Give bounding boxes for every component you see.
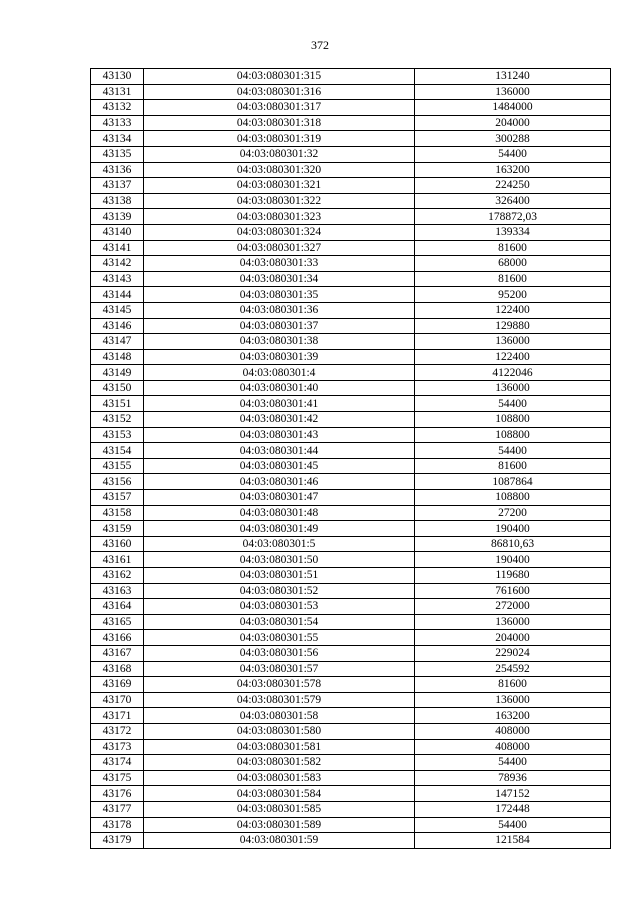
- table-row: [91, 209, 611, 225]
- cadastral-number-cell: 04:03:080301:578: [144, 677, 415, 693]
- value-cell: 81600: [415, 240, 611, 256]
- row-number-cell: 43149: [91, 365, 144, 381]
- value-cell: 81600: [415, 677, 611, 693]
- row-number-cell: 43145: [91, 302, 144, 318]
- value-cell: 136000: [415, 614, 611, 630]
- table-row: [91, 490, 611, 506]
- row-number-cell: 43157: [91, 490, 144, 506]
- value-cell: 147152: [415, 786, 611, 802]
- table-row: [91, 739, 611, 755]
- row-number-cell: 43159: [91, 521, 144, 537]
- table-row: [91, 84, 611, 100]
- value-cell: 54400: [415, 755, 611, 771]
- cadastral-number-cell: 04:03:080301:57: [144, 661, 415, 677]
- value-cell: 190400: [415, 521, 611, 537]
- cadastral-number-cell: 04:03:080301:581: [144, 739, 415, 755]
- value-cell: 81600: [415, 458, 611, 474]
- cadastral-number-cell: 04:03:080301:56: [144, 645, 415, 661]
- value-cell: 54400: [415, 817, 611, 833]
- cadastral-number-cell: 04:03:080301:317: [144, 100, 415, 116]
- row-number-cell: 43142: [91, 256, 144, 272]
- table-row: [91, 302, 611, 318]
- value-cell: 204000: [415, 115, 611, 131]
- cadastral-number-cell: 04:03:080301:589: [144, 817, 415, 833]
- cadastral-number-cell: 04:03:080301:5: [144, 536, 415, 552]
- value-cell: 108800: [415, 490, 611, 506]
- table-row: [91, 677, 611, 693]
- table-row: [91, 193, 611, 209]
- value-cell: 54400: [415, 146, 611, 162]
- value-cell: 1484000: [415, 100, 611, 116]
- value-cell: 178872,03: [415, 209, 611, 225]
- cadastral-number-cell: 04:03:080301:51: [144, 568, 415, 584]
- cadastral-number-cell: 04:03:080301:48: [144, 505, 415, 521]
- registry-table-body: [91, 69, 611, 849]
- table-row: [91, 458, 611, 474]
- table-row: [91, 474, 611, 490]
- value-cell: 121584: [415, 833, 611, 849]
- cadastral-number-cell: 04:03:080301:45: [144, 458, 415, 474]
- cadastral-number-cell: 04:03:080301:53: [144, 599, 415, 615]
- row-number-cell: 43176: [91, 786, 144, 802]
- cadastral-number-cell: 04:03:080301:33: [144, 256, 415, 272]
- row-number-cell: 43146: [91, 318, 144, 334]
- row-number-cell: 43151: [91, 396, 144, 412]
- table-row: [91, 755, 611, 771]
- value-cell: 408000: [415, 739, 611, 755]
- table-row: [91, 645, 611, 661]
- table-row: [91, 770, 611, 786]
- table-row: [91, 396, 611, 412]
- row-number-cell: 43140: [91, 224, 144, 240]
- table-row: [91, 131, 611, 147]
- table-row: [91, 833, 611, 849]
- table-row: [91, 224, 611, 240]
- cadastral-number-cell: 04:03:080301:32: [144, 146, 415, 162]
- row-number-cell: 43175: [91, 770, 144, 786]
- value-cell: 254592: [415, 661, 611, 677]
- cadastral-number-cell: 04:03:080301:43: [144, 427, 415, 443]
- table-row: [91, 801, 611, 817]
- row-number-cell: 43156: [91, 474, 144, 490]
- row-number-cell: 43141: [91, 240, 144, 256]
- table-row: [91, 318, 611, 334]
- cadastral-number-cell: 04:03:080301:579: [144, 692, 415, 708]
- cadastral-number-cell: 04:03:080301:584: [144, 786, 415, 802]
- table-row: [91, 614, 611, 630]
- row-number-cell: 43162: [91, 568, 144, 584]
- cadastral-number-cell: 04:03:080301:59: [144, 833, 415, 849]
- row-number-cell: 43147: [91, 334, 144, 350]
- table-row: [91, 412, 611, 428]
- table-row: [91, 271, 611, 287]
- value-cell: 136000: [415, 84, 611, 100]
- cadastral-number-cell: 04:03:080301:582: [144, 755, 415, 771]
- value-cell: 95200: [415, 287, 611, 303]
- row-number-cell: 43148: [91, 349, 144, 365]
- cadastral-number-cell: 04:03:080301:41: [144, 396, 415, 412]
- row-number-cell: 43134: [91, 131, 144, 147]
- row-number-cell: 43167: [91, 645, 144, 661]
- row-number-cell: 43152: [91, 412, 144, 428]
- cadastral-number-cell: 04:03:080301:585: [144, 801, 415, 817]
- row-number-cell: 43177: [91, 801, 144, 817]
- cadastral-number-cell: 04:03:080301:34: [144, 271, 415, 287]
- cadastral-number-cell: 04:03:080301:327: [144, 240, 415, 256]
- cadastral-number-cell: 04:03:080301:318: [144, 115, 415, 131]
- table-row: [91, 162, 611, 178]
- row-number-cell: 43165: [91, 614, 144, 630]
- row-number-cell: 43139: [91, 209, 144, 225]
- cadastral-number-cell: 04:03:080301:58: [144, 708, 415, 724]
- value-cell: 129880: [415, 318, 611, 334]
- row-number-cell: 43133: [91, 115, 144, 131]
- cadastral-number-cell: 04:03:080301:583: [144, 770, 415, 786]
- cadastral-number-cell: 04:03:080301:322: [144, 193, 415, 209]
- cadastral-number-cell: 04:03:080301:323: [144, 209, 415, 225]
- cadastral-number-cell: 04:03:080301:324: [144, 224, 415, 240]
- row-number-cell: 43160: [91, 536, 144, 552]
- value-cell: 326400: [415, 193, 611, 209]
- row-number-cell: 43144: [91, 287, 144, 303]
- cadastral-number-cell: 04:03:080301:35: [144, 287, 415, 303]
- row-number-cell: 43131: [91, 84, 144, 100]
- cadastral-number-cell: 04:03:080301:39: [144, 349, 415, 365]
- value-cell: 163200: [415, 708, 611, 724]
- value-cell: 139334: [415, 224, 611, 240]
- row-number-cell: 43137: [91, 178, 144, 194]
- table-row: [91, 817, 611, 833]
- table-row: [91, 630, 611, 646]
- cadastral-number-cell: 04:03:080301:321: [144, 178, 415, 194]
- cadastral-number-cell: 04:03:080301:319: [144, 131, 415, 147]
- value-cell: 68000: [415, 256, 611, 272]
- row-number-cell: 43171: [91, 708, 144, 724]
- value-cell: 1087864: [415, 474, 611, 490]
- value-cell: 108800: [415, 412, 611, 428]
- row-number-cell: 43158: [91, 505, 144, 521]
- row-number-cell: 43166: [91, 630, 144, 646]
- table-row: [91, 443, 611, 459]
- table-row: [91, 380, 611, 396]
- table-row: [91, 427, 611, 443]
- value-cell: 86810,63: [415, 536, 611, 552]
- registry-table: [90, 68, 611, 849]
- cadastral-number-cell: 04:03:080301:44: [144, 443, 415, 459]
- value-cell: 229024: [415, 645, 611, 661]
- table-row: [91, 536, 611, 552]
- row-number-cell: 43173: [91, 739, 144, 755]
- row-number-cell: 43174: [91, 755, 144, 771]
- cadastral-number-cell: 04:03:080301:50: [144, 552, 415, 568]
- row-number-cell: 43179: [91, 833, 144, 849]
- table-row: [91, 583, 611, 599]
- cadastral-number-cell: 04:03:080301:54: [144, 614, 415, 630]
- table-row: [91, 661, 611, 677]
- value-cell: 78936: [415, 770, 611, 786]
- value-cell: 81600: [415, 271, 611, 287]
- value-cell: 119680: [415, 568, 611, 584]
- table-row: [91, 256, 611, 272]
- table-row: [91, 240, 611, 256]
- value-cell: 122400: [415, 302, 611, 318]
- cadastral-number-cell: 04:03:080301:42: [144, 412, 415, 428]
- table-row: [91, 505, 611, 521]
- value-cell: 761600: [415, 583, 611, 599]
- table-row: [91, 599, 611, 615]
- row-number-cell: 43143: [91, 271, 144, 287]
- cadastral-number-cell: 04:03:080301:46: [144, 474, 415, 490]
- row-number-cell: 43138: [91, 193, 144, 209]
- table-row: [91, 100, 611, 116]
- cadastral-number-cell: 04:03:080301:52: [144, 583, 415, 599]
- table-row: [91, 692, 611, 708]
- table-row: [91, 146, 611, 162]
- row-number-cell: 43163: [91, 583, 144, 599]
- row-number-cell: 43132: [91, 100, 144, 116]
- value-cell: 190400: [415, 552, 611, 568]
- table-row: [91, 178, 611, 194]
- cadastral-number-cell: 04:03:080301:315: [144, 69, 415, 85]
- value-cell: 136000: [415, 692, 611, 708]
- row-number-cell: 43154: [91, 443, 144, 459]
- row-number-cell: 43130: [91, 69, 144, 85]
- row-number-cell: 43172: [91, 723, 144, 739]
- table-row: [91, 552, 611, 568]
- row-number-cell: 43136: [91, 162, 144, 178]
- row-number-cell: 43178: [91, 817, 144, 833]
- cadastral-number-cell: 04:03:080301:47: [144, 490, 415, 506]
- cadastral-number-cell: 04:03:080301:316: [144, 84, 415, 100]
- value-cell: 136000: [415, 380, 611, 396]
- cadastral-number-cell: 04:03:080301:580: [144, 723, 415, 739]
- cadastral-number-cell: 04:03:080301:38: [144, 334, 415, 350]
- value-cell: 27200: [415, 505, 611, 521]
- table-row: [91, 521, 611, 537]
- row-number-cell: 43150: [91, 380, 144, 396]
- cadastral-number-cell: 04:03:080301:40: [144, 380, 415, 396]
- value-cell: 131240: [415, 69, 611, 85]
- value-cell: 54400: [415, 443, 611, 459]
- value-cell: 108800: [415, 427, 611, 443]
- value-cell: 54400: [415, 396, 611, 412]
- row-number-cell: 43135: [91, 146, 144, 162]
- row-number-cell: 43170: [91, 692, 144, 708]
- cadastral-number-cell: 04:03:080301:49: [144, 521, 415, 537]
- row-number-cell: 43153: [91, 427, 144, 443]
- table-row: [91, 723, 611, 739]
- table-row: [91, 568, 611, 584]
- value-cell: 300288: [415, 131, 611, 147]
- table-row: [91, 786, 611, 802]
- row-number-cell: 43168: [91, 661, 144, 677]
- table-row: [91, 349, 611, 365]
- value-cell: 163200: [415, 162, 611, 178]
- cadastral-number-cell: 04:03:080301:4: [144, 365, 415, 381]
- row-number-cell: 43161: [91, 552, 144, 568]
- value-cell: 4122046: [415, 365, 611, 381]
- table-row: [91, 708, 611, 724]
- cadastral-number-cell: 04:03:080301:37: [144, 318, 415, 334]
- value-cell: 408000: [415, 723, 611, 739]
- page-number: 372: [311, 38, 329, 52]
- cadastral-number-cell: 04:03:080301:55: [144, 630, 415, 646]
- value-cell: 172448: [415, 801, 611, 817]
- cadastral-number-cell: 04:03:080301:320: [144, 162, 415, 178]
- value-cell: 122400: [415, 349, 611, 365]
- row-number-cell: 43155: [91, 458, 144, 474]
- value-cell: 204000: [415, 630, 611, 646]
- value-cell: 272000: [415, 599, 611, 615]
- table-row: [91, 115, 611, 131]
- value-cell: 224250: [415, 178, 611, 194]
- table-row: [91, 287, 611, 303]
- table-row: [91, 334, 611, 350]
- table-row: [91, 365, 611, 381]
- value-cell: 136000: [415, 334, 611, 350]
- row-number-cell: 43169: [91, 677, 144, 693]
- row-number-cell: 43164: [91, 599, 144, 615]
- cadastral-number-cell: 04:03:080301:36: [144, 302, 415, 318]
- table-row: [91, 69, 611, 85]
